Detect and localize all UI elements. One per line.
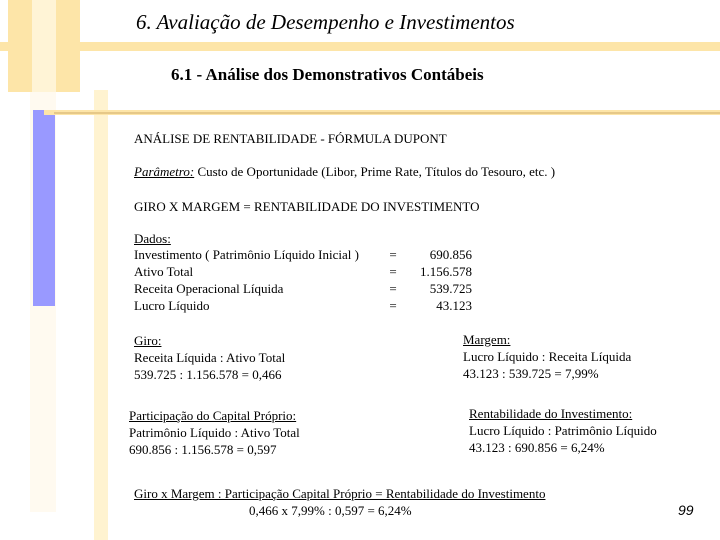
dados-row-eq: = (389, 247, 397, 262)
dados-row-eq: = (389, 281, 397, 296)
rentabilidade-block (469, 405, 657, 456)
giro-line2: 539.725 : 1.156.578 = 0,466 (134, 367, 282, 382)
final-formula: Giro x Margem : Participação Capital Próprio = Rentabilidade do Investimento (134, 486, 546, 501)
section-heading: ANÁLISE DE RENTABILIDADE - FÓRMULA DUPONT (134, 131, 447, 146)
parametro-line (134, 163, 555, 180)
margem-line2: 43.123 : 539.725 = 7,99% (463, 366, 599, 381)
dados-row-value: 539.725 (429, 281, 472, 296)
margem-block (463, 331, 631, 382)
dados-row-value: 43.123 (436, 298, 472, 313)
participacao-line1: Patrimônio Líquido : Ativo Total (129, 425, 300, 440)
giro-line1: Receita Líquida : Ativo Total (134, 350, 286, 365)
giro-label: Giro: (134, 333, 162, 348)
decor-bar-side (94, 90, 108, 540)
dados-label: Dados: (134, 231, 171, 246)
main-formula: GIRO X MARGEM = RENTABILIDADE DO INVESTIMENTO (134, 199, 480, 214)
participacao-label: Participação do Capital Próprio: (129, 408, 297, 423)
final-result: 0,466 x 7,99% : 0,597 = 6,24% (249, 503, 412, 518)
dados-row-value: 1.156.578 (420, 264, 472, 279)
dados-table (134, 246, 472, 314)
dados-row (134, 246, 472, 263)
dados-row-eq: = (389, 264, 397, 279)
participacao-line2: 690.856 : 1.156.578 = 0,597 (129, 442, 277, 457)
giro-block (134, 332, 285, 383)
margem-line1: Lucro Líquido : Receita Líquida (463, 349, 632, 364)
rentabilidade-line2: 43.123 : 690.856 = 6,24% (469, 440, 605, 455)
dados-row-label: Investimento ( Patrimônio Líquido Inicial ) (134, 247, 359, 262)
dados-row (134, 280, 472, 297)
dados-row (134, 263, 472, 280)
decor-divider (54, 112, 720, 114)
margem-label: Margem: (463, 332, 511, 347)
parametro-text: Custo de Oportunidade (Libor, Prime Rate, Títulos do Tesouro, etc. ) (197, 164, 556, 179)
participacao-block (129, 407, 300, 458)
dados-row (134, 297, 472, 314)
rentabilidade-line1: Lucro Líquido : Patrimônio Líquido (469, 423, 657, 438)
dados-row-label: Ativo Total (134, 264, 194, 279)
decor-bar-top (0, 42, 720, 51)
slide-subtitle: 6.1 - Análise dos Demonstrativos Contábeis (171, 65, 484, 84)
slide-title: 6. Avaliação de Desempenho e Investimentos (136, 10, 515, 34)
decor-bar-blue (33, 110, 55, 306)
parametro-label: Parâmetro: (134, 164, 195, 179)
dados-row-label: Lucro Líquido (134, 298, 210, 313)
dados-row-value: 690.856 (429, 247, 472, 262)
dados-row-eq: = (389, 298, 397, 313)
rentabilidade-label: Rentabilidade do Investimento: (469, 406, 633, 421)
dados-row-label: Receita Operacional Líquida (134, 281, 284, 296)
page-number: 99 (678, 502, 694, 518)
